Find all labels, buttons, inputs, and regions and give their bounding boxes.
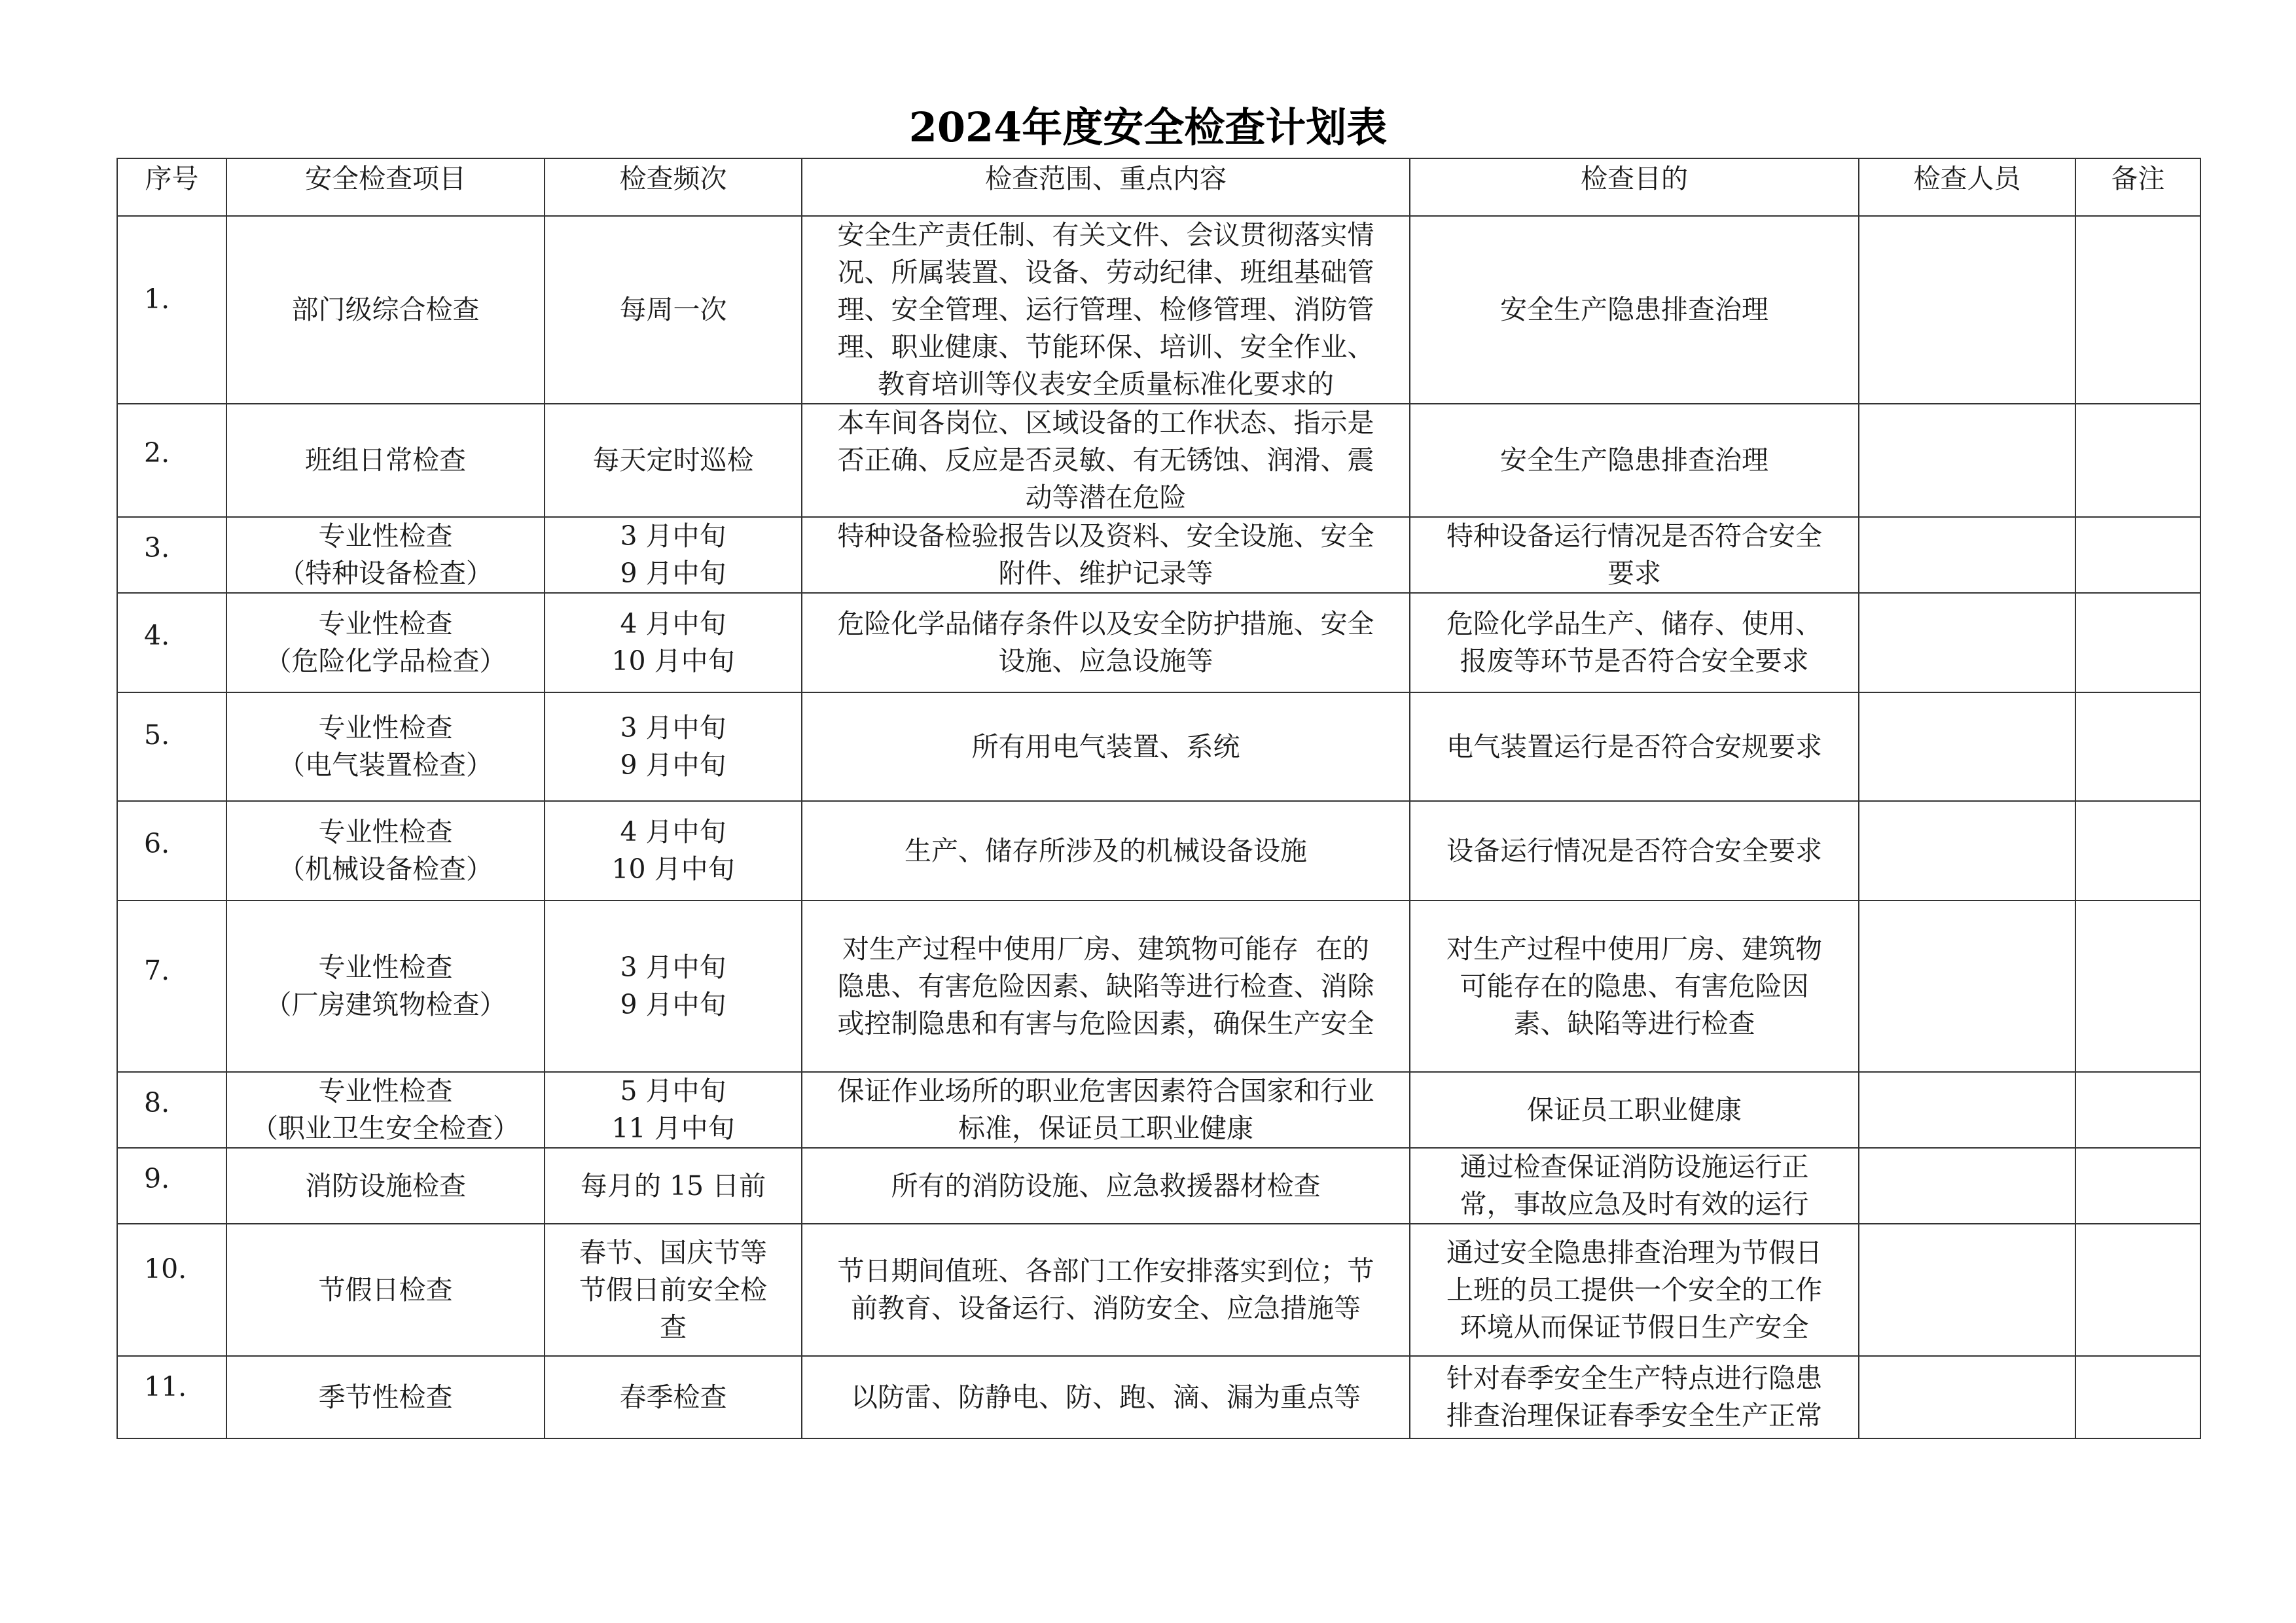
cell-frequency-line: 4 月中旬 [620, 816, 726, 847]
table-row [117, 1072, 2200, 1148]
cell-scope-line: 附件、维护记录等 [998, 558, 1213, 589]
cell-item-line: 专业性检查 [318, 816, 453, 847]
cell-scope-line: 所有的消防设施、应急救援器材检查 [891, 1169, 1321, 1202]
header-cell-no: 序号 [117, 158, 226, 216]
cell-scope-line: 所有用电气装置、系统 [971, 730, 1240, 762]
cell-inspector [1859, 901, 2075, 1072]
cell-scope [802, 517, 1410, 593]
cell-item-line: 季节性检查 [318, 1381, 453, 1413]
cell-frequency-line: 春节、国庆节等 [579, 1236, 767, 1268]
cell-purpose-line: 报废等环节是否符合安全要求 [1460, 645, 1809, 677]
cell-item [226, 593, 545, 692]
cell-scope-line: 生产、储存所涉及的机械设备设施 [905, 834, 1307, 866]
cell-scope [802, 1148, 1410, 1224]
cell-purpose-line: 特种设备运行情况是否符合安全 [1446, 520, 1822, 552]
page-title: 2024年度安全检查计划表 [908, 103, 1388, 151]
cell-scope-line: 本车间各岗位、区域设备的工作状态、指示是 [837, 407, 1374, 438]
cell-remark [2075, 1148, 2200, 1224]
cell-frequency [545, 517, 802, 593]
table-row [117, 1224, 2200, 1356]
cell-no [117, 1072, 226, 1148]
cell-item-line: 专业性检查 [318, 952, 453, 983]
cell-no [117, 404, 226, 517]
cell-frequency-line: 9 月中旬 [620, 558, 726, 589]
cell-purpose [1410, 1224, 1859, 1356]
cell-frequency-line: 3 月中旬 [620, 520, 726, 552]
cell-remark [2075, 216, 2200, 404]
cell-frequency-line: 4 月中旬 [620, 608, 726, 639]
cell-purpose-line: 要求 [1607, 558, 1661, 589]
cell-item-line: 专业性检查 [318, 1075, 453, 1107]
cell-purpose-line: 安全生产隐患排查治理 [1500, 444, 1768, 476]
cell-scope-line: 安全生产责任制、有关文件、会议贯彻落实情 [837, 219, 1374, 251]
cell-item-line: 节假日检查 [318, 1274, 453, 1306]
cell-item-line: 专业性检查 [318, 520, 453, 552]
cell-no [117, 593, 226, 692]
cell-purpose-line: 对生产过程中使用厂房、建筑物 [1446, 933, 1822, 965]
cell-frequency-line: 查 [660, 1311, 687, 1343]
row-number: 7. [144, 955, 170, 986]
cell-frequency [545, 404, 802, 517]
inspection-plan-table [117, 158, 2201, 1439]
row-number: 11. [144, 1371, 187, 1402]
table-row [117, 1356, 2200, 1438]
row-number: 10. [144, 1253, 187, 1285]
cell-frequency [545, 1148, 802, 1224]
cell-purpose [1410, 901, 1859, 1072]
cell-frequency [545, 1356, 802, 1438]
header-cell-item: 安全检查项目 [226, 158, 545, 216]
cell-frequency-line: 每周一次 [619, 294, 727, 325]
cell-remark [2075, 1356, 2200, 1438]
cell-scope [802, 1072, 1410, 1148]
cell-frequency-line: 3 月中旬 [620, 952, 726, 983]
cell-scope-line: 隐患、有害危险因素、缺陷等进行检查、消除 [837, 970, 1374, 1002]
cell-frequency-line: 10 月中旬 [611, 645, 735, 677]
table-row [117, 801, 2200, 901]
cell-inspector [1859, 404, 2075, 517]
cell-inspector [1859, 1072, 2075, 1148]
cell-item-line: 班组日常检查 [305, 444, 466, 476]
cell-remark [2075, 692, 2200, 801]
cell-frequency-line: 每月的 15 日前 [580, 1169, 766, 1202]
cell-item [226, 404, 545, 517]
cell-no [117, 517, 226, 593]
cell-purpose [1410, 517, 1859, 593]
cell-no [117, 692, 226, 801]
table-row [117, 1148, 2200, 1224]
cell-scope-line: 特种设备检验报告以及资料、安全设施、安全 [837, 520, 1374, 552]
header-cell-scope: 检查范围、重点内容 [802, 158, 1410, 216]
header-cell-frequency: 检查频次 [545, 158, 802, 216]
cell-purpose [1410, 1356, 1859, 1438]
cell-purpose-line: 上班的员工提供一个安全的工作 [1446, 1274, 1822, 1306]
cell-purpose-line: 可能存在的隐患、有害危险因 [1460, 970, 1809, 1002]
cell-frequency [545, 901, 802, 1072]
cell-scope-line: 节日期间值班、各部门工作安排落实到位；节 [837, 1255, 1374, 1287]
cell-item-line: （电气装置检查） [278, 749, 493, 781]
cell-frequency [545, 692, 802, 801]
cell-frequency [545, 1224, 802, 1356]
cell-no [117, 216, 226, 404]
cell-purpose [1410, 593, 1859, 692]
cell-frequency [545, 593, 802, 692]
cell-frequency [545, 801, 802, 901]
cell-frequency-line: 3 月中旬 [620, 712, 726, 743]
cell-scope-line: 理、安全管理、运行管理、检修管理、消防管 [837, 294, 1374, 325]
cell-item [226, 517, 545, 593]
cell-purpose-line: 常，事故应急及时有效的运行 [1460, 1188, 1809, 1220]
cell-item-line: （特种设备检查） [278, 558, 493, 589]
cell-scope-line: 教育培训等仪表安全质量标准化要求的 [878, 368, 1334, 400]
cell-scope-line: 标准，保证员工职业健康 [958, 1113, 1253, 1144]
cell-frequency-line: 春季检查 [619, 1381, 727, 1413]
cell-frequency-line: 9 月中旬 [620, 749, 726, 781]
cell-purpose [1410, 216, 1859, 404]
cell-scope-line: 况、所属装置、设备、劳动纪律、班组基础管 [837, 257, 1374, 288]
cell-purpose-line: 环境从而保证节假日生产安全 [1460, 1311, 1809, 1343]
cell-purpose-line: 通过安全隐患排查治理为节假日 [1446, 1236, 1822, 1268]
cell-scope-line: 理、职业健康、节能环保、培训、安全作业、 [837, 331, 1374, 363]
cell-item [226, 1072, 545, 1148]
cell-purpose-line: 素、缺陷等进行检查 [1513, 1007, 1755, 1039]
header-cell-inspector: 检查人员 [1859, 158, 2075, 216]
row-number: 4. [144, 620, 170, 651]
cell-frequency-line: 每天定时巡检 [592, 444, 754, 476]
table-row [117, 517, 2200, 593]
cell-inspector [1859, 216, 2075, 404]
row-number: 5. [144, 719, 170, 751]
cell-scope-line: 危险化学品储存条件以及安全防护措施、安全 [837, 608, 1374, 639]
cell-item-line: （机械设备检查） [278, 853, 493, 885]
row-number: 3. [144, 532, 170, 563]
cell-scope [802, 216, 1410, 404]
cell-inspector [1859, 692, 2075, 801]
cell-scope-line: 否正确、反应是否灵敏、有无锈蚀、润滑、震 [837, 444, 1374, 476]
cell-purpose [1410, 1072, 1859, 1148]
header-cell-purpose: 检查目的 [1410, 158, 1859, 216]
cell-item [226, 801, 545, 901]
cell-no [117, 1148, 226, 1224]
cell-remark [2075, 901, 2200, 1072]
cell-scope [802, 901, 1410, 1072]
cell-scope-line: 或控制隐患和有害与危险因素，确保生产安全 [837, 1007, 1374, 1039]
cell-purpose [1410, 692, 1859, 801]
cell-remark [2075, 1224, 2200, 1356]
cell-item-line: 专业性检查 [318, 712, 453, 743]
cell-item [226, 1356, 545, 1438]
table-row [117, 901, 2200, 1072]
cell-remark [2075, 801, 2200, 901]
cell-remark [2075, 593, 2200, 692]
cell-purpose-line: 安全生产隐患排查治理 [1500, 294, 1768, 325]
cell-scope-line: 保证作业场所的职业危害因素符合国家和行业 [837, 1075, 1374, 1107]
cell-no [117, 901, 226, 1072]
cell-no [117, 1224, 226, 1356]
cell-frequency-line: 节假日前安全检 [579, 1274, 767, 1306]
cell-remark [2075, 404, 2200, 517]
cell-frequency [545, 1072, 802, 1148]
cell-purpose-line: 通过检查保证消防设施运行正 [1460, 1151, 1809, 1183]
cell-item-line: （厂房建筑物检查） [264, 989, 507, 1020]
row-number: 6. [144, 828, 170, 859]
cell-scope [802, 692, 1410, 801]
cell-item [226, 216, 545, 404]
row-number: 1. [144, 283, 170, 315]
cell-scope [802, 801, 1410, 901]
cell-scope-line: 以防雷、防静电、防、跑、滴、漏为重点等 [851, 1381, 1361, 1413]
cell-frequency-line: 11 月中旬 [611, 1113, 735, 1144]
cell-item [226, 692, 545, 801]
cell-scope-line: 前教育、设备运行、消防安全、应急措施等 [851, 1293, 1361, 1324]
table-row [117, 692, 2200, 801]
cell-frequency-line: 5 月中旬 [620, 1075, 726, 1107]
cell-remark [2075, 517, 2200, 593]
cell-purpose-line: 电气装置运行是否符合安规要求 [1446, 730, 1822, 762]
cell-inspector [1859, 1148, 2075, 1224]
header-row [117, 158, 2200, 216]
cell-frequency-line: 10 月中旬 [611, 853, 735, 885]
cell-item-line: （危险化学品检查） [264, 645, 507, 677]
cell-remark [2075, 1072, 2200, 1148]
cell-scope-line: 设施、应急设施等 [998, 645, 1213, 677]
cell-inspector [1859, 1356, 2075, 1438]
cell-inspector [1859, 593, 2075, 692]
cell-purpose [1410, 404, 1859, 517]
cell-scope [802, 1224, 1410, 1356]
cell-purpose-line: 设备运行情况是否符合安全要求 [1446, 834, 1822, 866]
cell-scope-line: 对生产过程中使用厂房、建筑物可能存 在的 [842, 933, 1370, 965]
cell-scope [802, 404, 1410, 517]
row-number: 9. [144, 1163, 170, 1194]
row-number: 2. [144, 437, 170, 469]
cell-item [226, 1224, 545, 1356]
table-row [117, 404, 2200, 517]
cell-purpose-line: 排查治理保证春季安全生产正常 [1446, 1400, 1822, 1431]
cell-item [226, 901, 545, 1072]
cell-inspector [1859, 1224, 2075, 1356]
cell-purpose [1410, 1148, 1859, 1224]
cell-inspector [1859, 801, 2075, 901]
cell-purpose-line: 危险化学品生产、储存、使用、 [1446, 608, 1822, 639]
cell-frequency-line: 9 月中旬 [620, 989, 726, 1020]
cell-purpose-line: 保证员工职业健康 [1527, 1094, 1742, 1126]
cell-inspector [1859, 517, 2075, 593]
cell-no [117, 801, 226, 901]
cell-scope-line: 动等潜在危险 [1025, 482, 1187, 513]
cell-no [117, 1356, 226, 1438]
table-body [117, 216, 2200, 1438]
cell-item-line: 部门级综合检查 [291, 294, 480, 325]
cell-item-line: 消防设施检查 [305, 1169, 466, 1202]
table-row [117, 216, 2200, 404]
cell-purpose-line: 针对春季安全生产特点进行隐患 [1446, 1363, 1822, 1394]
table-row [117, 593, 2200, 692]
cell-item-line: 专业性检查 [318, 608, 453, 639]
cell-item-line: （职业卫生安全检查） [251, 1113, 520, 1144]
cell-item [226, 1148, 545, 1224]
cell-frequency [545, 216, 802, 404]
cell-purpose [1410, 801, 1859, 901]
cell-scope [802, 1356, 1410, 1438]
cell-scope [802, 593, 1410, 692]
header-cell-remark: 备注 [2075, 158, 2200, 216]
row-number: 8. [144, 1087, 170, 1118]
